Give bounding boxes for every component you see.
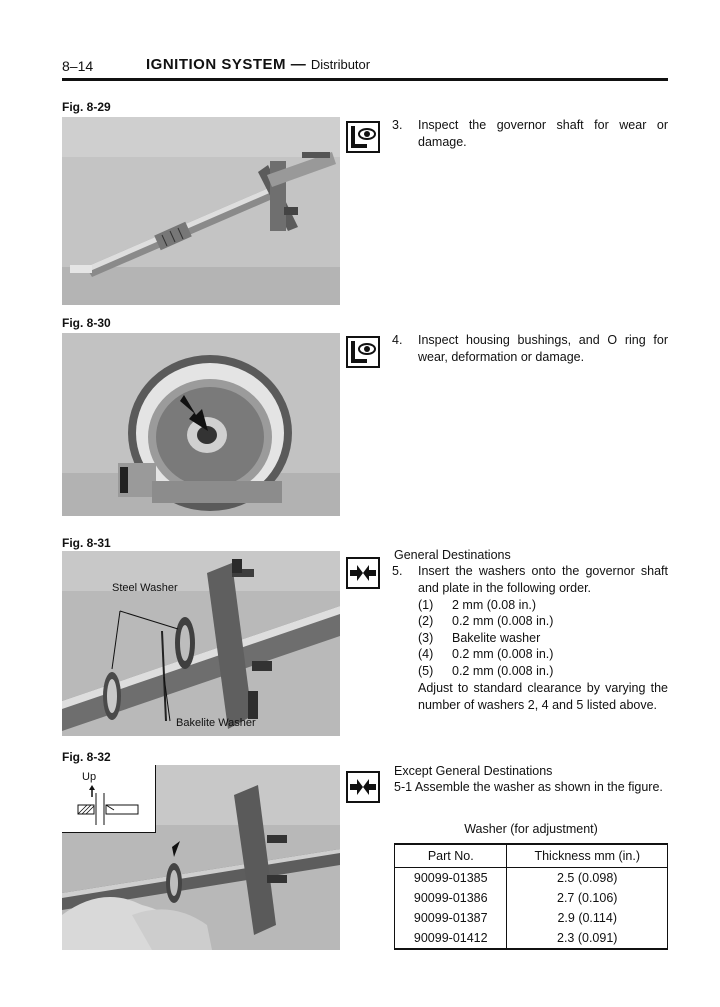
- thickness-cell: 2.3 (0.091): [507, 928, 668, 949]
- destination-heading: General Destinations: [394, 548, 511, 562]
- inset-up-label: Up: [82, 771, 97, 783]
- figure-label: Fig. 8-29: [62, 100, 111, 114]
- section-title: [146, 56, 370, 73]
- list-value: 0.2 mm (0.008 in.): [452, 614, 554, 628]
- assemble-icon: [346, 771, 380, 803]
- step-number: 4.: [392, 333, 403, 347]
- thickness-cell: 2.9 (0.114): [507, 908, 668, 928]
- list-number: (5): [418, 664, 434, 678]
- washer-section-diagram: [62, 765, 156, 833]
- orientation-inset: [62, 765, 156, 833]
- list-number: (4): [418, 647, 434, 661]
- list-value: 0.2 mm (0.008 in.): [452, 647, 554, 661]
- part-number-cell: 90099-01412: [395, 928, 507, 949]
- table-row: [395, 908, 668, 928]
- table-row: [395, 888, 668, 908]
- step-number: 3.: [392, 118, 403, 132]
- thickness-cell: 2.7 (0.106): [507, 888, 668, 908]
- figure-photo-governor-shaft: [62, 117, 340, 305]
- page-number: 8–14: [62, 58, 94, 74]
- thickness-cell: 2.5 (0.098): [507, 868, 668, 889]
- table-header-row: [395, 844, 668, 868]
- figure-label: Fig. 8-31: [62, 536, 111, 550]
- header-rule: [62, 78, 668, 81]
- column-header: Part No.: [395, 844, 507, 868]
- step-number: 5.: [392, 564, 403, 578]
- list-value: Bakelite washer: [452, 631, 541, 645]
- assemble-icon: [346, 557, 380, 589]
- table-title: Washer (for adjustment): [464, 822, 598, 836]
- callout-steel-washer: Steel Washer: [112, 582, 178, 594]
- part-number-cell: 90099-01386: [395, 888, 507, 908]
- step-text: Inspect housing bushings, and O ring for wear, deformation or damage.: [418, 333, 668, 364]
- page-header: [62, 56, 667, 78]
- table-row: [395, 928, 668, 949]
- adjustment-note: Adjust to standard clearance by varying the number of washers 2, 4 and 5 listed above.: [418, 681, 668, 712]
- list-number: (1): [418, 598, 434, 612]
- list-value: 2 mm (0.08 in.): [452, 598, 537, 612]
- list-number: (2): [418, 614, 434, 628]
- list-value: 0.2 mm (0.008 in.): [452, 664, 554, 678]
- title-separator: —: [290, 56, 307, 73]
- destination-heading: Except General Destinations: [394, 764, 553, 778]
- figure-photo-washer-order: [62, 551, 340, 736]
- part-number-cell: 90099-01387: [395, 908, 507, 928]
- washer-table: [394, 843, 668, 950]
- step-5-1: 5-1 Assemble the washer as shown in the figure.: [394, 780, 663, 794]
- figure-label: Fig. 8-30: [62, 316, 111, 330]
- inspect-icon: [346, 336, 380, 368]
- part-number-cell: 90099-01385: [395, 868, 507, 889]
- section-name: IGNITION SYSTEM: [146, 56, 287, 73]
- table-row: [395, 868, 668, 889]
- inspect-icon: [346, 121, 380, 153]
- subsection-name: Distributor: [310, 57, 371, 72]
- list-number: (3): [418, 631, 434, 645]
- step-text: Insert the washers onto the governor shaft and plate in the following order.: [418, 564, 668, 595]
- figure-label: Fig. 8-32: [62, 750, 111, 764]
- figure-photo-housing-bushing: [62, 333, 340, 516]
- callout-bakelite-washer: Bakelite Washer: [176, 717, 256, 729]
- step-text: Inspect the governor shaft for wear or damage.: [418, 118, 668, 149]
- column-header: Thickness mm (in.): [507, 844, 668, 868]
